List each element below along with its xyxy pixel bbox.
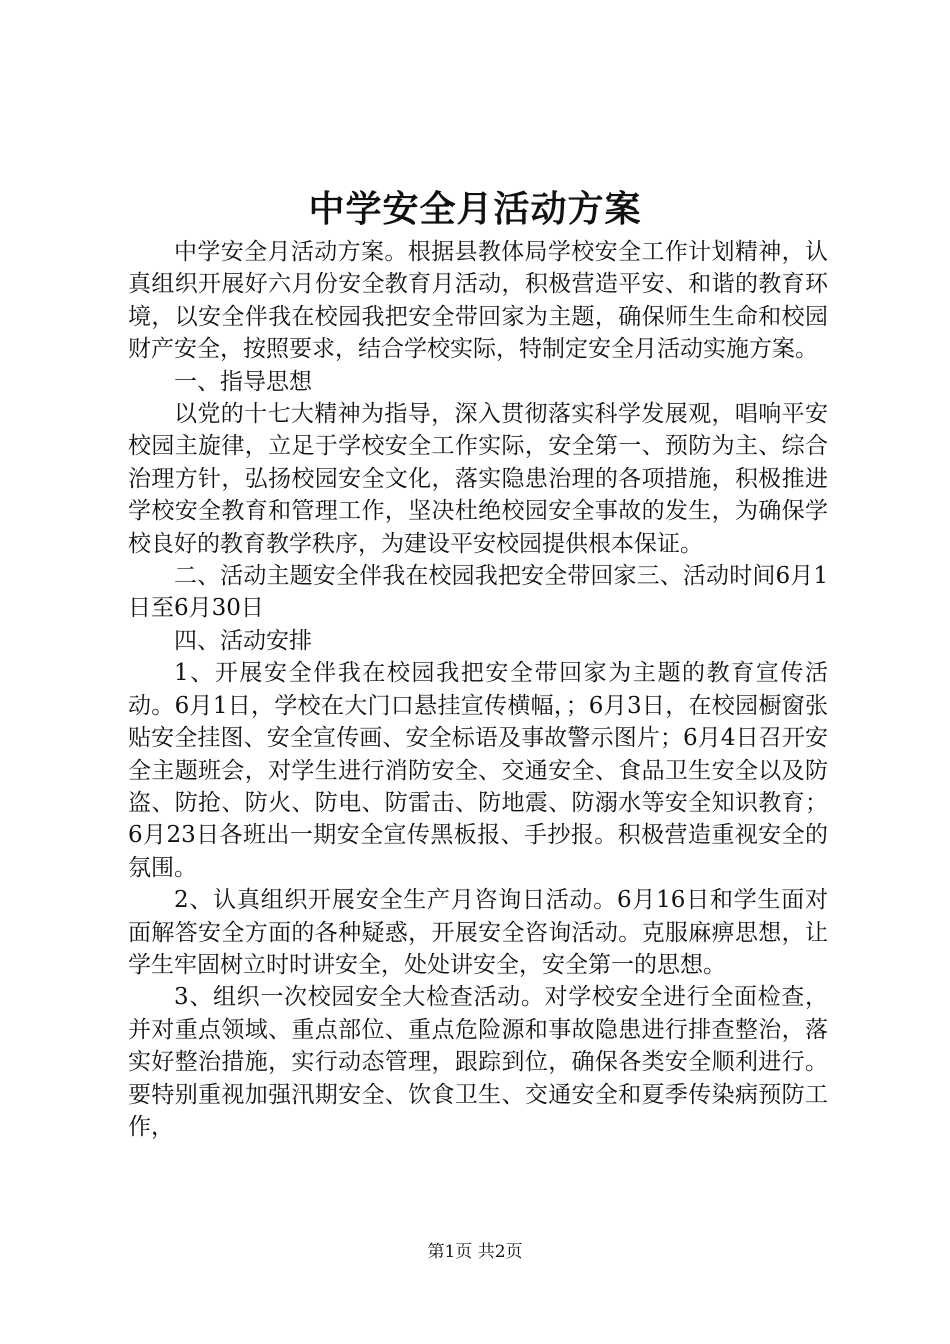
- section-heading-arrangements: 四、活动安排: [174, 627, 312, 654]
- paragraph-arrangement-2: 2、认真组织开展安全生产月咨询日活动。6月16日和学生面对面解答安全方面的各种疑惑，开展安全咨询活动。克服麻痹思想，让学生牢固树立时时讲安全，处处讲安全，安全第一的思想。: [128, 887, 828, 978]
- document-title: 中学安全月活动方案: [308, 188, 642, 230]
- document-body: [128, 236, 828, 1143]
- paragraph-theme-and-time: 二、活动主题安全伴我在校园我把安全带回家三、活动时间6月1日至6月30日: [128, 563, 828, 622]
- paragraph-arrangement-3: 3、组织一次校园安全大检查活动。对学校安全进行全面检查，并对重点领域、重点部位、重点危险源和事故隐患进行排查整治，落实好整治措施，实行动态管理，跟踪到位，确保各类安全顺利进行。要特别重视加强汛期安全、饮食卫生、交通安全和夏季传染病预防工作，: [128, 984, 828, 1140]
- paragraph-arrangement-1: 1、开展安全伴我在校园我把安全带回家为主题的教育宣传活动。6月1日，学校在大门口悬挂宣传横幅，；6月3日，在校园橱窗张贴安全挂图、安全宣传画、安全标语及事故警示图片；6月4日召开安全主题班会，对学生进行消防安全、交通安全、食品卫生安全以及防盗、防抢、防火、防电、防雷击、防地震、防溺水等安全知识教育；6月23日各班出一期安全宣传黑板报、手抄报。积极营造重视安全的氛围。: [128, 660, 828, 881]
- page-footer: 第1页 共2页: [427, 1242, 523, 1262]
- section-heading-guiding-thought: 一、指导思想: [174, 368, 312, 395]
- paragraph-intro: 中学安全月活动方案。根据县教体局学校安全工作计划精神，认真组织开展好六月份安全教育月活动，积极营造平安、和谐的教育环境，以安全伴我在校园我把安全带回家为主题，确保师生生命和校园财产安全，按照要求，结合学校实际，特制定安全月活动实施方案。: [128, 239, 828, 363]
- paragraph-guiding-thought: 以党的十七大精神为指导，深入贯彻落实科学发展观，唱响平安校园主旋律，立足于学校安全工作实际，安全第一、预防为主、综合治理方针，弘扬校园安全文化，落实隐患治理的各项措施，积极推进学校安全教育和管理工作，坚决杜绝校园安全事故的发生，为确保学校良好的教育教学秩序，为建设平安校园提供根本保证。: [128, 401, 828, 557]
